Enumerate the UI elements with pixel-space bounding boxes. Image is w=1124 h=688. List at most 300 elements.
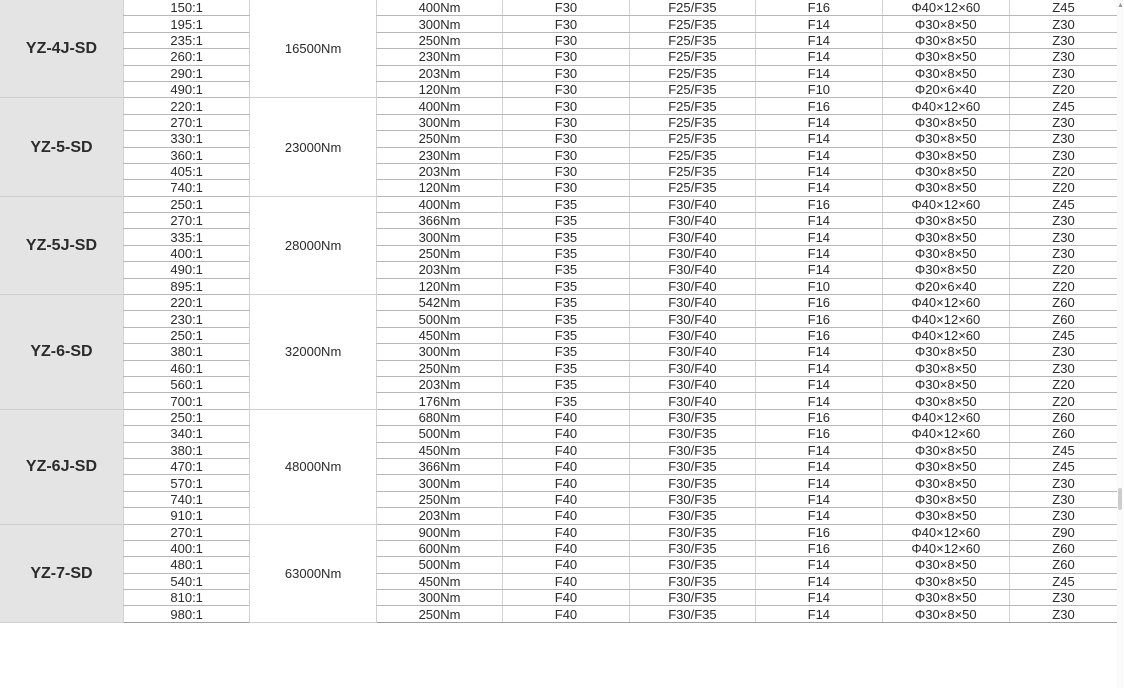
output-torque-cell: 250Nm	[376, 491, 502, 507]
flange-option-cell: F25/F35	[629, 16, 755, 32]
output-torque-cell: 176Nm	[376, 393, 502, 409]
output-torque-cell: 542Nm	[376, 295, 502, 311]
shaft-size-cell: Φ40×12×60	[882, 0, 1009, 16]
mounting-cell: F16	[756, 409, 882, 425]
ratio-cell: 230:1	[123, 311, 249, 327]
flange-option-cell: F25/F35	[629, 81, 755, 97]
shaft-size-cell: Φ40×12×60	[882, 409, 1009, 425]
key-cell: Z30	[1010, 245, 1117, 261]
table-row	[0, 98, 1117, 114]
mounting-cell: F14	[756, 213, 882, 229]
table-row	[0, 131, 1117, 147]
ratio-cell: 740:1	[123, 180, 249, 196]
flange-option-cell: F25/F35	[629, 114, 755, 130]
ratio-cell: 360:1	[123, 147, 249, 163]
output-torque-cell: 250Nm	[376, 606, 502, 622]
shaft-size-cell: Φ30×8×50	[882, 114, 1009, 130]
ratio-cell: 250:1	[123, 327, 249, 343]
input-flange-cell: F35	[503, 344, 629, 360]
flange-option-cell: F25/F35	[629, 131, 755, 147]
flange-option-cell: F30/F40	[629, 213, 755, 229]
input-flange-cell: F30	[503, 98, 629, 114]
table-row	[0, 278, 1117, 294]
key-cell: Z30	[1010, 606, 1117, 622]
table-row	[0, 65, 1117, 81]
key-cell: Z20	[1010, 81, 1117, 97]
flange-option-cell: F30/F35	[629, 573, 755, 589]
shaft-size-cell: Φ30×8×50	[882, 508, 1009, 524]
output-torque-cell: 230Nm	[376, 147, 502, 163]
flange-option-cell: F25/F35	[629, 32, 755, 48]
key-cell: Z45	[1010, 442, 1117, 458]
input-flange-cell: F40	[503, 426, 629, 442]
input-flange-cell: F30	[503, 65, 629, 81]
input-flange-cell: F40	[503, 524, 629, 540]
mounting-cell: F14	[756, 508, 882, 524]
key-cell: Z30	[1010, 344, 1117, 360]
flange-option-cell: F30/F40	[629, 360, 755, 376]
ratio-cell: 700:1	[123, 393, 249, 409]
table-row	[0, 426, 1117, 442]
key-cell: Z30	[1010, 32, 1117, 48]
mounting-cell: F14	[756, 376, 882, 392]
model-name-cell: YZ-5J-SD	[0, 196, 123, 294]
shaft-size-cell: Φ40×12×60	[882, 540, 1009, 556]
flange-option-cell: F30/F35	[629, 524, 755, 540]
input-flange-cell: F35	[503, 327, 629, 343]
flange-option-cell: F30/F35	[629, 590, 755, 606]
table-row	[0, 458, 1117, 474]
shaft-size-cell: Φ30×8×50	[882, 376, 1009, 392]
shaft-size-cell: Φ20×6×40	[882, 278, 1009, 294]
shaft-size-cell: Φ30×8×50	[882, 180, 1009, 196]
input-flange-cell: F30	[503, 49, 629, 65]
key-cell: Z60	[1010, 409, 1117, 425]
shaft-size-cell: Φ30×8×50	[882, 32, 1009, 48]
ratio-cell: 250:1	[123, 409, 249, 425]
input-flange-cell: F30	[503, 147, 629, 163]
table-row	[0, 409, 1117, 425]
mounting-cell: F16	[756, 98, 882, 114]
input-flange-cell: F35	[503, 245, 629, 261]
table-row	[0, 590, 1117, 606]
key-cell: Z20	[1010, 278, 1117, 294]
key-cell: Z45	[1010, 196, 1117, 212]
mounting-cell: F14	[756, 229, 882, 245]
mounting-cell: F14	[756, 163, 882, 179]
ratio-cell: 480:1	[123, 557, 249, 573]
key-cell: Z30	[1010, 16, 1117, 32]
shaft-size-cell: Φ30×8×50	[882, 65, 1009, 81]
ratio-cell: 380:1	[123, 344, 249, 360]
shaft-size-cell: Φ30×8×50	[882, 163, 1009, 179]
ratio-cell: 560:1	[123, 376, 249, 392]
ratio-cell: 380:1	[123, 442, 249, 458]
ratio-cell: 290:1	[123, 65, 249, 81]
shaft-size-cell: Φ20×6×40	[882, 81, 1009, 97]
output-torque-cell: 400Nm	[376, 196, 502, 212]
flange-option-cell: F30/F40	[629, 245, 755, 261]
flange-option-cell: F25/F35	[629, 49, 755, 65]
ratio-cell: 335:1	[123, 229, 249, 245]
rated-torque-cell: 16500Nm	[250, 0, 376, 98]
shaft-size-cell: Φ30×8×50	[882, 557, 1009, 573]
key-cell: Z60	[1010, 540, 1117, 556]
flange-option-cell: F30/F35	[629, 475, 755, 491]
output-torque-cell: 300Nm	[376, 590, 502, 606]
mounting-cell: F14	[756, 65, 882, 81]
mounting-cell: F16	[756, 295, 882, 311]
ratio-cell: 470:1	[123, 458, 249, 474]
shaft-size-cell: Φ40×12×60	[882, 295, 1009, 311]
output-torque-cell: 203Nm	[376, 376, 502, 392]
ratio-cell: 895:1	[123, 278, 249, 294]
ratio-cell: 400:1	[123, 245, 249, 261]
flange-option-cell: F25/F35	[629, 0, 755, 16]
shaft-size-cell: Φ40×12×60	[882, 98, 1009, 114]
rated-torque-cell: 28000Nm	[250, 196, 376, 294]
output-torque-cell: 230Nm	[376, 49, 502, 65]
table-row	[0, 32, 1117, 48]
flange-option-cell: F25/F35	[629, 180, 755, 196]
rated-torque-cell: 23000Nm	[250, 98, 376, 196]
table-row	[0, 540, 1117, 556]
input-flange-cell: F40	[503, 540, 629, 556]
input-flange-cell: F40	[503, 409, 629, 425]
output-torque-cell: 900Nm	[376, 524, 502, 540]
output-torque-cell: 203Nm	[376, 65, 502, 81]
ratio-cell: 400:1	[123, 540, 249, 556]
table-row	[0, 114, 1117, 130]
mounting-cell: F16	[756, 327, 882, 343]
flange-option-cell: F30/F40	[629, 196, 755, 212]
flange-option-cell: F25/F35	[629, 163, 755, 179]
mounting-cell: F14	[756, 245, 882, 261]
key-cell: Z30	[1010, 491, 1117, 507]
table-row	[0, 0, 1117, 16]
mounting-cell: F14	[756, 393, 882, 409]
output-torque-cell: 300Nm	[376, 475, 502, 491]
key-cell: Z30	[1010, 65, 1117, 81]
key-cell: Z60	[1010, 295, 1117, 311]
shaft-size-cell: Φ30×8×50	[882, 393, 1009, 409]
mounting-cell: F16	[756, 426, 882, 442]
mounting-cell: F14	[756, 360, 882, 376]
key-cell: Z60	[1010, 426, 1117, 442]
mounting-cell: F14	[756, 32, 882, 48]
flange-option-cell: F30/F35	[629, 409, 755, 425]
output-torque-cell: 250Nm	[376, 360, 502, 376]
flange-option-cell: F30/F40	[629, 295, 755, 311]
flange-option-cell: F30/F35	[629, 458, 755, 474]
shaft-size-cell: Φ30×8×50	[882, 262, 1009, 278]
ratio-cell: 980:1	[123, 606, 249, 622]
ratio-cell: 195:1	[123, 16, 249, 32]
rated-torque-cell: 63000Nm	[250, 524, 376, 622]
table-row	[0, 81, 1117, 97]
mounting-cell: F14	[756, 49, 882, 65]
shaft-size-cell: Φ30×8×50	[882, 229, 1009, 245]
shaft-size-cell: Φ30×8×50	[882, 213, 1009, 229]
input-flange-cell: F35	[503, 196, 629, 212]
key-cell: Z30	[1010, 49, 1117, 65]
flange-option-cell: F30/F40	[629, 311, 755, 327]
shaft-size-cell: Φ30×8×50	[882, 16, 1009, 32]
shaft-size-cell: Φ40×12×60	[882, 196, 1009, 212]
ratio-cell: 490:1	[123, 81, 249, 97]
key-cell: Z30	[1010, 360, 1117, 376]
input-flange-cell: F40	[503, 442, 629, 458]
output-torque-cell: 300Nm	[376, 344, 502, 360]
flange-option-cell: F30/F40	[629, 262, 755, 278]
mounting-cell: F16	[756, 524, 882, 540]
input-flange-cell: F35	[503, 376, 629, 392]
output-torque-cell: 400Nm	[376, 98, 502, 114]
mounting-cell: F10	[756, 81, 882, 97]
input-flange-cell: F35	[503, 213, 629, 229]
key-cell: Z20	[1010, 393, 1117, 409]
ratio-cell: 235:1	[123, 32, 249, 48]
mounting-cell: F14	[756, 606, 882, 622]
input-flange-cell: F30	[503, 131, 629, 147]
flange-option-cell: F30/F35	[629, 606, 755, 622]
shaft-size-cell: Φ30×8×50	[882, 442, 1009, 458]
input-flange-cell: F30	[503, 114, 629, 130]
input-flange-cell: F30	[503, 0, 629, 16]
key-cell: Z30	[1010, 475, 1117, 491]
table-row	[0, 196, 1117, 212]
key-cell: Z60	[1010, 557, 1117, 573]
flange-option-cell: F30/F35	[629, 508, 755, 524]
ratio-cell: 490:1	[123, 262, 249, 278]
shaft-size-cell: Φ30×8×50	[882, 147, 1009, 163]
key-cell: Z30	[1010, 590, 1117, 606]
key-cell: Z20	[1010, 376, 1117, 392]
rated-torque-cell: 32000Nm	[250, 295, 376, 410]
table-row	[0, 262, 1117, 278]
shaft-size-cell: Φ30×8×50	[882, 590, 1009, 606]
shaft-size-cell: Φ30×8×50	[882, 475, 1009, 491]
input-flange-cell: F40	[503, 458, 629, 474]
table-row	[0, 49, 1117, 65]
mounting-cell: F14	[756, 442, 882, 458]
key-cell: Z20	[1010, 180, 1117, 196]
flange-option-cell: F30/F40	[629, 229, 755, 245]
input-flange-cell: F40	[503, 491, 629, 507]
input-flange-cell: F35	[503, 393, 629, 409]
mounting-cell: F14	[756, 180, 882, 196]
input-flange-cell: F30	[503, 32, 629, 48]
input-flange-cell: F35	[503, 278, 629, 294]
table-row	[0, 524, 1117, 540]
input-flange-cell: F35	[503, 311, 629, 327]
output-torque-cell: 400Nm	[376, 0, 502, 16]
output-torque-cell: 250Nm	[376, 32, 502, 48]
output-torque-cell: 300Nm	[376, 229, 502, 245]
output-torque-cell: 250Nm	[376, 245, 502, 261]
output-torque-cell: 366Nm	[376, 458, 502, 474]
key-cell: Z90	[1010, 524, 1117, 540]
shaft-size-cell: Φ30×8×50	[882, 573, 1009, 589]
shaft-size-cell: Φ30×8×50	[882, 344, 1009, 360]
scroll-up-arrow-icon[interactable]: ▲	[1117, 2, 1124, 9]
ratio-cell: 270:1	[123, 114, 249, 130]
input-flange-cell: F40	[503, 557, 629, 573]
ratio-cell: 220:1	[123, 295, 249, 311]
vertical-scrollbar[interactable]	[1117, 0, 1123, 688]
shaft-size-cell: Φ40×12×60	[882, 426, 1009, 442]
ratio-cell: 250:1	[123, 196, 249, 212]
ratio-cell: 910:1	[123, 508, 249, 524]
input-flange-cell: F40	[503, 475, 629, 491]
mounting-cell: F14	[756, 475, 882, 491]
key-cell: Z45	[1010, 98, 1117, 114]
output-torque-cell: 203Nm	[376, 163, 502, 179]
flange-option-cell: F25/F35	[629, 98, 755, 114]
table-row	[0, 606, 1117, 622]
shaft-size-cell: Φ30×8×50	[882, 458, 1009, 474]
table-row	[0, 557, 1117, 573]
output-torque-cell: 203Nm	[376, 262, 502, 278]
model-name-cell: YZ-7-SD	[0, 524, 123, 622]
input-flange-cell: F35	[503, 229, 629, 245]
key-cell: Z45	[1010, 0, 1117, 16]
output-torque-cell: 450Nm	[376, 573, 502, 589]
shaft-size-cell: Φ30×8×50	[882, 360, 1009, 376]
flange-option-cell: F25/F35	[629, 65, 755, 81]
flange-option-cell: F30/F35	[629, 491, 755, 507]
key-cell: Z20	[1010, 163, 1117, 179]
ratio-cell: 570:1	[123, 475, 249, 491]
mounting-cell: F14	[756, 344, 882, 360]
shaft-size-cell: Φ40×12×60	[882, 311, 1009, 327]
table-row	[0, 344, 1117, 360]
table-row	[0, 393, 1117, 409]
shaft-size-cell: Φ30×8×50	[882, 491, 1009, 507]
output-torque-cell: 600Nm	[376, 540, 502, 556]
table-row	[0, 245, 1117, 261]
mounting-cell: F14	[756, 16, 882, 32]
ratio-cell: 150:1	[123, 0, 249, 16]
table-row	[0, 376, 1117, 392]
key-cell: Z30	[1010, 131, 1117, 147]
ratio-cell: 340:1	[123, 426, 249, 442]
input-flange-cell: F30	[503, 16, 629, 32]
table-row	[0, 442, 1117, 458]
mounting-cell: F16	[756, 0, 882, 16]
output-torque-cell: 450Nm	[376, 442, 502, 458]
ratio-cell: 330:1	[123, 131, 249, 147]
input-flange-cell: F30	[503, 163, 629, 179]
key-cell: Z30	[1010, 114, 1117, 130]
table-row	[0, 147, 1117, 163]
mounting-cell: F16	[756, 311, 882, 327]
shaft-size-cell: Φ40×12×60	[882, 327, 1009, 343]
ratio-cell: 260:1	[123, 49, 249, 65]
flange-option-cell: F30/F35	[629, 426, 755, 442]
shaft-size-cell: Φ30×8×50	[882, 49, 1009, 65]
key-cell: Z20	[1010, 262, 1117, 278]
ratio-cell: 540:1	[123, 573, 249, 589]
input-flange-cell: F35	[503, 360, 629, 376]
key-cell: Z30	[1010, 229, 1117, 245]
model-name-cell: YZ-4J-SD	[0, 0, 123, 98]
table-row	[0, 229, 1117, 245]
key-cell: Z45	[1010, 573, 1117, 589]
flange-option-cell: F30/F35	[629, 540, 755, 556]
flange-option-cell: F30/F40	[629, 376, 755, 392]
table-row	[0, 475, 1117, 491]
table-row	[0, 16, 1117, 32]
shaft-size-cell: Φ30×8×50	[882, 606, 1009, 622]
shaft-size-cell: Φ40×12×60	[882, 524, 1009, 540]
mounting-cell: F10	[756, 278, 882, 294]
input-flange-cell: F30	[503, 180, 629, 196]
mounting-cell: F14	[756, 114, 882, 130]
mounting-cell: F14	[756, 131, 882, 147]
output-torque-cell: 500Nm	[376, 426, 502, 442]
key-cell: Z45	[1010, 458, 1117, 474]
output-torque-cell: 500Nm	[376, 557, 502, 573]
input-flange-cell: F40	[503, 573, 629, 589]
ratio-cell: 460:1	[123, 360, 249, 376]
key-cell: Z30	[1010, 213, 1117, 229]
mounting-cell: F14	[756, 557, 882, 573]
ratio-cell: 810:1	[123, 590, 249, 606]
shaft-size-cell: Φ30×8×50	[882, 131, 1009, 147]
ratio-cell: 270:1	[123, 213, 249, 229]
table-row	[0, 508, 1117, 524]
input-flange-cell: F40	[503, 590, 629, 606]
ratio-cell: 270:1	[123, 524, 249, 540]
input-flange-cell: F35	[503, 295, 629, 311]
output-torque-cell: 203Nm	[376, 508, 502, 524]
output-torque-cell: 120Nm	[376, 278, 502, 294]
ratio-cell: 740:1	[123, 491, 249, 507]
output-torque-cell: 300Nm	[376, 16, 502, 32]
output-torque-cell: 120Nm	[376, 81, 502, 97]
table-row	[0, 213, 1117, 229]
shaft-size-cell: Φ30×8×50	[882, 245, 1009, 261]
mounting-cell: F16	[756, 540, 882, 556]
mounting-cell: F14	[756, 590, 882, 606]
flange-option-cell: F30/F35	[629, 442, 755, 458]
table-row	[0, 180, 1117, 196]
table-row	[0, 573, 1117, 589]
input-flange-cell: F30	[503, 81, 629, 97]
table-row	[0, 311, 1117, 327]
flange-option-cell: F30/F40	[629, 344, 755, 360]
mounting-cell: F14	[756, 262, 882, 278]
flange-option-cell: F30/F40	[629, 327, 755, 343]
output-torque-cell: 250Nm	[376, 131, 502, 147]
mounting-cell: F14	[756, 491, 882, 507]
output-torque-cell: 500Nm	[376, 311, 502, 327]
output-torque-cell: 680Nm	[376, 409, 502, 425]
mounting-cell: F16	[756, 196, 882, 212]
key-cell: Z30	[1010, 508, 1117, 524]
table-row	[0, 327, 1117, 343]
key-cell: Z60	[1010, 311, 1117, 327]
mounting-cell: F14	[756, 147, 882, 163]
output-torque-cell: 120Nm	[376, 180, 502, 196]
input-flange-cell: F40	[503, 606, 629, 622]
output-torque-cell: 366Nm	[376, 213, 502, 229]
scrollbar-thumb[interactable]	[1118, 488, 1122, 510]
input-flange-cell: F35	[503, 262, 629, 278]
input-flange-cell: F40	[503, 508, 629, 524]
flange-option-cell: F30/F35	[629, 557, 755, 573]
